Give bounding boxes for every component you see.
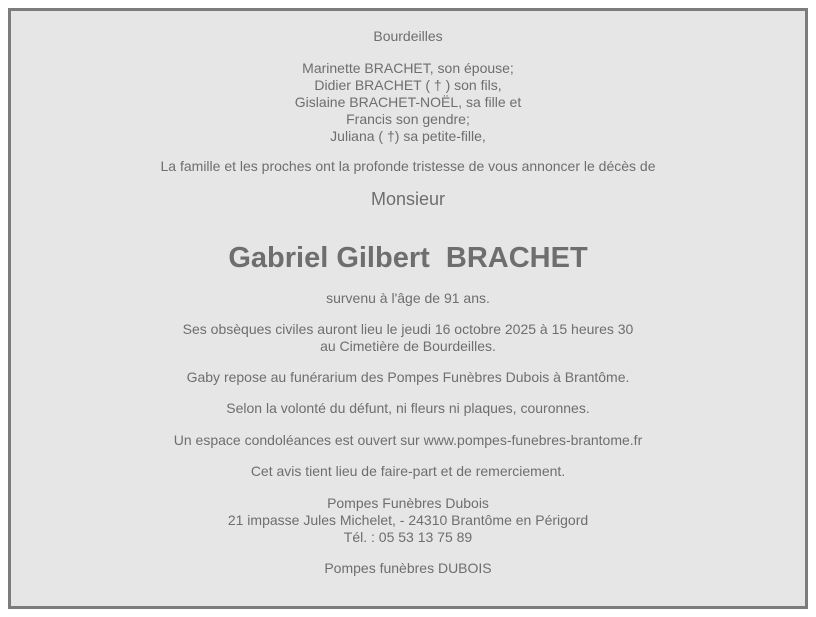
family-member: Didier BRACHET ( † ) son fils, xyxy=(314,77,502,93)
announcement-text: La famille et les proches ont la profonde tristesse de vous annoncer le décès de xyxy=(160,158,656,174)
funeral-details xyxy=(11,307,805,355)
funerarium-text: Gaby repose au funérarium des Pompes Funèbres Dubois à Brantôme. xyxy=(186,369,630,385)
footer-signature: Pompes funèbres DUBOIS xyxy=(324,560,492,576)
company-address: 21 impasse Jules Michelet, - 24310 Brantôme en Périgord xyxy=(227,512,589,528)
family-list xyxy=(11,45,805,145)
faire-part-text: Cet avis tient lieu de faire-part et de remerciement. xyxy=(250,463,566,479)
funeral-company-block xyxy=(11,480,805,546)
funeral-line: au Cimetière de Bourdeilles. xyxy=(320,338,496,354)
family-member: Francis son gendre; xyxy=(346,111,470,127)
obituary-notice-content xyxy=(11,11,805,577)
wishes-text: Selon la volonté du défunt, ni fleurs ni plaques, couronnes. xyxy=(226,400,590,416)
obituary-notice-frame xyxy=(8,8,808,609)
funeral-line: Ses obsèques civiles auront lieu le jeudi 16 octobre 2025 à 15 heures 30 xyxy=(182,321,634,337)
place-name: Bourdeilles xyxy=(373,28,443,44)
company-name: Pompes Funèbres Dubois xyxy=(327,495,489,511)
family-member: Juliana ( †) sa petite-fille, xyxy=(330,128,486,144)
honorific-title: Monsieur xyxy=(370,189,446,209)
condolences-text: Un espace condoléances est ouvert sur www.pompes-funebres-brantome.fr xyxy=(173,432,643,448)
family-member: Gislaine BRACHET-NOËL, sa fille et xyxy=(294,94,522,110)
company-phone: Tél. : 05 53 13 75 89 xyxy=(343,529,473,545)
family-member: Marinette BRACHET, son épouse; xyxy=(302,60,514,76)
deceased-name: Gabriel Gilbert BRACHET xyxy=(228,242,588,274)
age-text: survenu à l'âge de 91 ans. xyxy=(326,290,490,306)
